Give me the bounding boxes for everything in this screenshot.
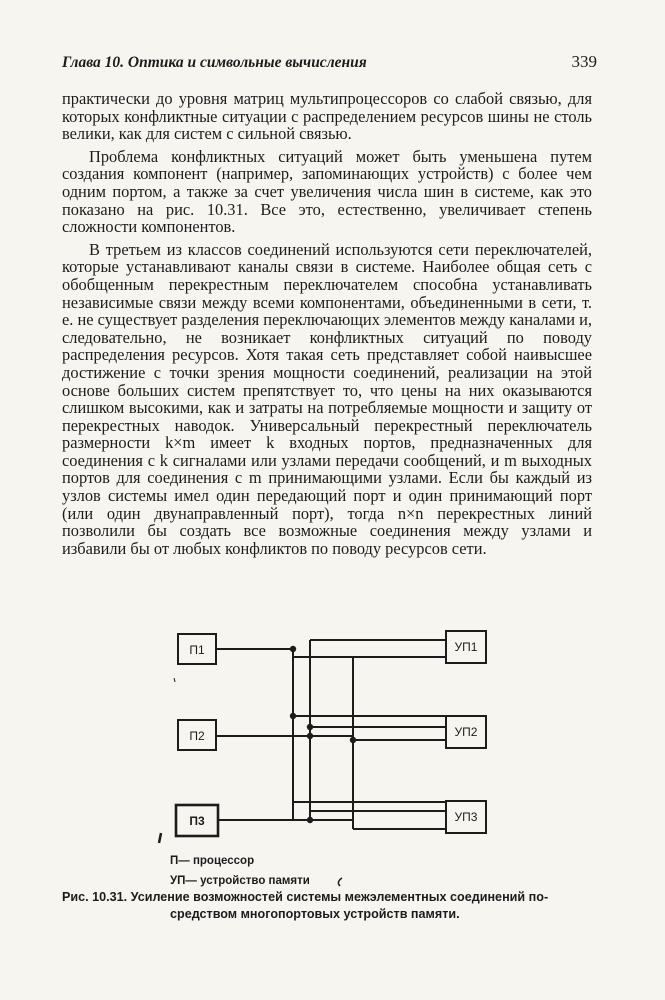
paragraph-1: практически до уровня матриц мультипроцессоров со слабой связью, для которых конфликтные ситуации с распределением ресурсов шины не столь велики, как для систем с сильной связью. <box>62 89 592 144</box>
junction-dot <box>290 713 296 719</box>
junction-dot <box>307 733 313 739</box>
memory-label-3: УП3 <box>454 810 478 824</box>
caption-line-1: Рис. 10.31. Усиление возможностей системы межэлементных соединений по- <box>62 890 549 904</box>
chapter-title: Глава 10. Оптика и символьные вычисления <box>62 54 367 71</box>
junction-dot <box>290 646 296 652</box>
caption-line-2: средством многопортовых устройств памяти. <box>170 907 460 921</box>
memory-label-2: УП2 <box>454 725 478 739</box>
stray-mark <box>159 833 161 843</box>
legend-memory: УП— устройство памяти <box>170 875 310 887</box>
legend-processor: П— процессор <box>170 855 255 867</box>
paragraph-2: Проблема конфликтных ситуаций может быть уменьшена путем создания компонент (например, запоминающих устройств) с более чем одним портом, а также за счет увеличения числа шин в системе, как это показано на рис. 10.31. Все это, естественно, увеличивает степень сложности компонентов. <box>62 146 592 237</box>
processor-label-3: П3 <box>189 814 205 828</box>
processor-label-1: П1 <box>189 643 205 657</box>
figure-legend <box>170 851 310 891</box>
junction-dot <box>307 817 313 823</box>
paragraph-3: В третьем из классов соединений используются сети переключателей, которые устанавливают каналы связи в системе. Наиболее общая сеть с обобщенным перекрестным переключателем способна устанавливать независимые связи между всеми компонентами, объединенными в сети, т. е. не существует разделения переключающих элементов между каналами и, следовательно, не возникает конфликтных ситуаций по поводу распределения ресурсов. Хотя такая сеть представляет собой наивысшее достижение с точки зрения мощности соединений, реализации на этой основе больших систем препятствует то, что цены на них оказываются слишком высокими, как и затраты на потребляемые мощности и защиту от перекрестных наводок. Универсальный перекрестный переключатель размерности k×m имеет k входных портов, предназначенных для соединения с k сигналами или узлами передачи сообщений, и m выходных портов для соединения с m принимающими узлами. Если бы каждый из узлов системы имел один передающий порт и один принимающий порт (или один двунаправленный порт), тогда n×n перекрестных линий позволили бы создать все возможные соединения между узлами и избавили бы от любых конфликтов по поводу ресурсов сети. <box>62 239 592 558</box>
stray-mark <box>174 678 175 682</box>
stray-mark <box>338 878 342 886</box>
memory-label-1: УП1 <box>454 640 478 654</box>
processor-label-2: П2 <box>189 729 205 743</box>
page-number: 339 <box>571 52 597 71</box>
junction-dot <box>350 737 356 743</box>
junction-dot <box>307 724 313 730</box>
figure-caption <box>62 889 592 923</box>
